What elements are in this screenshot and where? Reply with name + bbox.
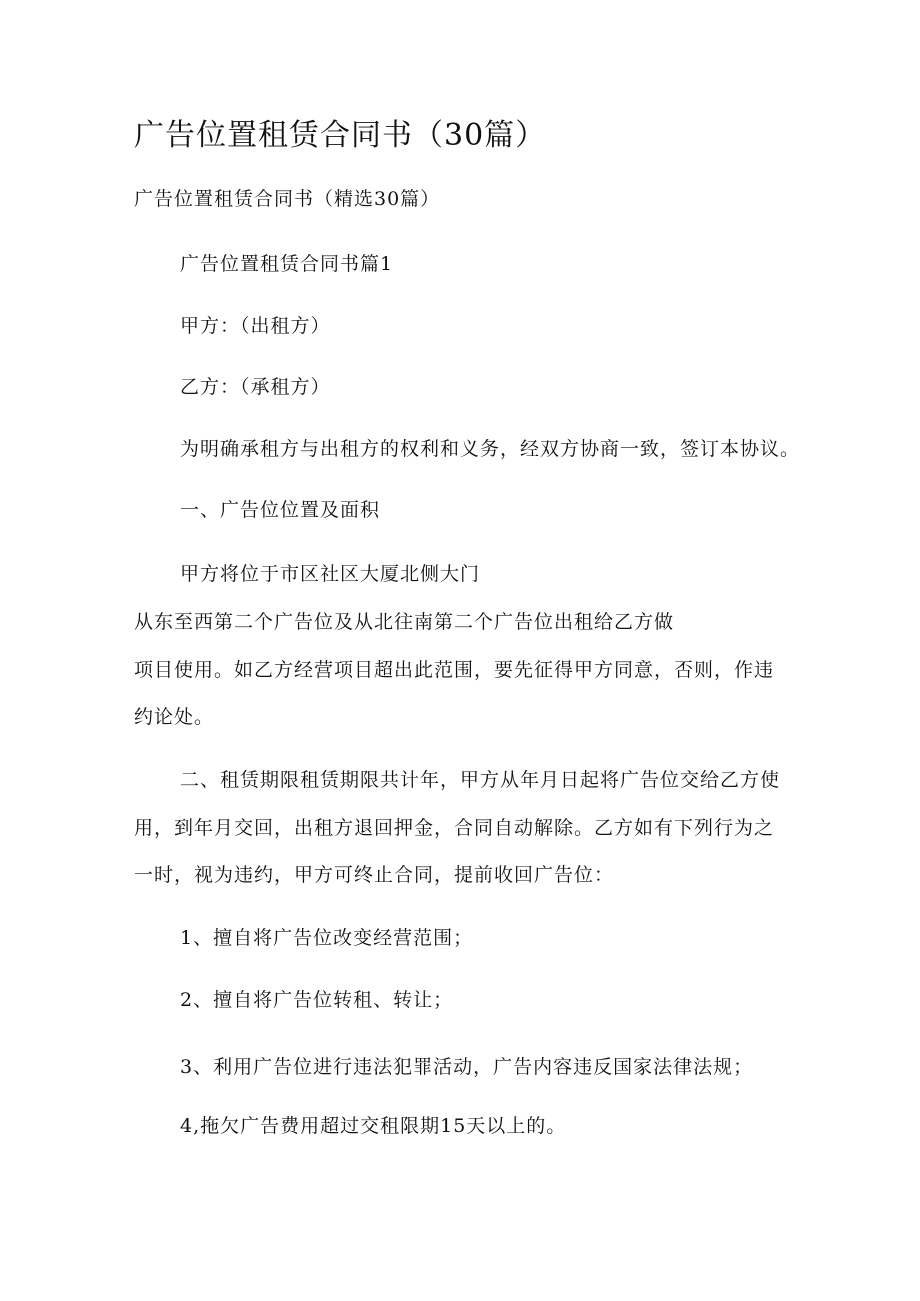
clause-2-line-1: 二、租赁期限租赁期限共计年，甲方从年月日起将广告位交给乙方使	[180, 769, 781, 791]
clause-1-heading: 一、广告位位置及面积	[180, 499, 381, 521]
list-item-2: 2、擅自将广告位转租、转让；	[180, 989, 454, 1011]
list-item-4: 4,拖欠广告费用超过交租限期15天以上的。	[180, 1115, 567, 1137]
intro-paragraph: 为明确承租方与出租方的权利和义务，经双方协商一致，签订本协议。	[180, 438, 801, 460]
section-heading: 广告位置租赁合同书篇1	[180, 253, 394, 275]
clause-1-line-1: 甲方将位于市区社区大厦北侧大门	[180, 563, 481, 585]
clause-1-line-2: 从东至西第二个广告位及从北往南第二个广告位出租给乙方做	[134, 611, 675, 633]
clause-2-line-3: 一时，视为违约，甲方可终止合同，提前收回广告位：	[134, 864, 615, 886]
list-item-1: 1、擅自将广告位改变经营范围；	[180, 927, 474, 949]
clause-2-line-2: 用，到年月交回，出租方退回押金，合同自动解除。乙方如有下列行为之	[134, 817, 775, 839]
party-a-line: 甲方：（出租方）	[180, 315, 331, 337]
clause-1-line-3: 项目使用。如乙方经营项目超出此范围，要先征得甲方同意，否则，作违	[134, 659, 775, 681]
party-b-line: 乙方：（承租方）	[180, 376, 331, 398]
clause-1-line-4: 约论处。	[134, 706, 215, 728]
list-item-3: 3、利用广告位进行违法犯罪活动，广告内容违反国家法律法规；	[180, 1056, 754, 1078]
document-title: 广告位置租赁合同书（30篇）	[134, 118, 547, 153]
document-subtitle: 广告位置租赁合同书（精选30篇）	[134, 188, 441, 210]
